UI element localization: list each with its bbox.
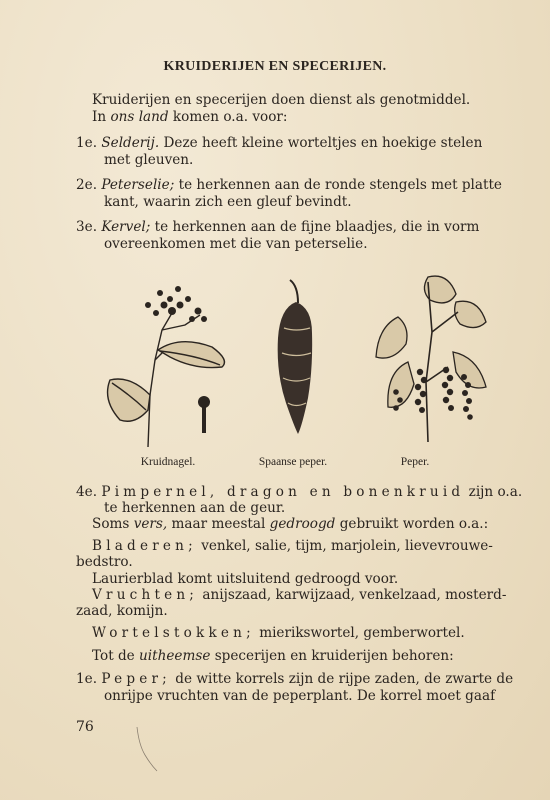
spaced-herbs: Pimpernel, dragon en bonenkruid <box>101 484 465 500</box>
vruchten-line: Vruchten; anijszaad, karwijzaad, venkelzaad, mosterd- <box>92 587 507 603</box>
spaced-heading: Bladeren; <box>92 538 197 554</box>
soms-line: Soms vers, maar meestal gedroogd gebruikt worden o.a.: <box>92 516 489 532</box>
list-item-peterselie: 2e. Peterselie; te herkennen aan de ronde stengels met platte <box>76 177 502 193</box>
spaced-heading: Vruchten; <box>92 587 199 603</box>
bladeren-line: Bladeren; venkel, salie, tijm, marjolein, lievevrouwe- <box>92 538 493 554</box>
list-item-continuation: te herkennen aan de geur. <box>104 500 286 516</box>
pepper-plant-illustration <box>368 272 498 452</box>
chili-pepper-illustration <box>268 278 318 438</box>
list-item-selderij: 1e. Selderij. Deze heeft kleine worteltjes en hoekige stelen <box>76 135 483 151</box>
spaced-heading: Peper; <box>101 671 171 687</box>
herb-name: Kervel; <box>101 219 151 235</box>
uitheems-line: Tot de uitheemse specerijen en kruiderijen behoren: <box>92 648 454 664</box>
pencil-mark <box>135 725 165 775</box>
vruchten-continuation: zaad, komijn. <box>76 603 168 619</box>
intro-line-1: Kruiderijen en specerijen doen dienst als genotmiddel. <box>92 92 471 108</box>
list-item-4: 4e. Pimpernel, dragon en bonenkruid zijn o.a. <box>76 484 523 500</box>
list-item-continuation: kant, waarin zich een gleuf bevindt. <box>104 194 352 210</box>
clove-illustration <box>100 275 235 450</box>
caption-clove: Kruidnagel. <box>140 456 196 468</box>
herb-name: Selderij. <box>101 135 160 151</box>
list-item-continuation: overeenkomen met die van peterselie. <box>104 236 368 252</box>
list-item-continuation: onrijpe vruchten van de peperplant. De korrel moet gaaf <box>104 688 496 704</box>
herb-name: Peterselie; <box>101 177 175 193</box>
wortelstokken-line: Wortelstokken; mierikswortel, gemberwortel. <box>92 625 465 641</box>
caption-pepper: Peper. <box>400 456 430 468</box>
laurier-line: Laurierblad komt uitsluitend gedroogd voor. <box>92 571 399 587</box>
intro-line-2: In ons land komen o.a. voor: <box>92 109 288 125</box>
caption-chili: Spaanse peper. <box>258 456 328 468</box>
list-item-peper: 1e. Peper; de witte korrels zijn de rijpe zaden, de zwarte de <box>76 671 514 687</box>
page-title: KRUIDERIJEN EN SPECERIJEN. <box>163 59 387 74</box>
list-item-continuation: met gleuven. <box>104 152 194 168</box>
intro-emphasis: ons land <box>110 109 169 125</box>
spaced-heading: Wortelstokken; <box>92 625 255 641</box>
single-clove-icon <box>198 396 210 433</box>
bladeren-continuation: bedstro. <box>76 554 133 570</box>
list-item-kervel: 3e. Kervel; te herkennen aan de fijne blaadjes, die in vorm <box>76 219 480 235</box>
page-number: 76 <box>76 719 94 735</box>
